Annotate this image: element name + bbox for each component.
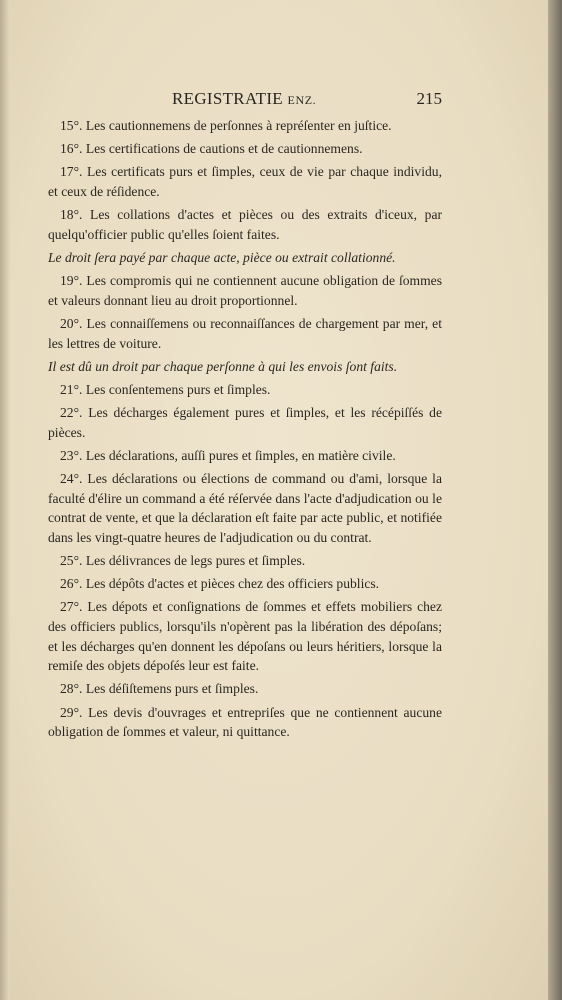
entry-text: Les compromis qui ne contiennent aucune obligation de ſommes et valeurs donnant lieu au droit proportionnel. <box>48 273 442 308</box>
page-gutter <box>0 0 10 1000</box>
numbered-entry <box>48 380 442 400</box>
numbered-entry <box>48 205 442 244</box>
entry-number: 19°. <box>60 273 83 289</box>
entry-number: 16°. <box>60 141 83 157</box>
entry-number: 20°. <box>60 315 83 331</box>
numbered-entry <box>48 469 442 547</box>
numbered-entry <box>48 139 442 159</box>
numbered-entry <box>48 446 442 466</box>
entry-number: 22°. <box>60 405 83 421</box>
italic-note: Le droit ſera payé par chaque acte, pièce ou extrait collationné. <box>48 249 396 265</box>
entry-text: Les décharges également pures et ſimples, et les récépiſſés de pièces. <box>48 405 442 440</box>
entry-number: 17°. <box>60 164 83 180</box>
entry-text: Les certificats purs et ſimples, ceux de vie par chaque individu, et ceux de réſidence. <box>48 164 442 199</box>
numbered-entry <box>48 574 442 594</box>
entry-text: Les devis d'ouvrages et entrepriſes que ne contiennent aucune obligation de ſommes et valeur, ni quittance. <box>48 704 442 740</box>
entry-text: Les délivrances de legs pures et ſimples. <box>85 553 306 568</box>
entry-number: 28°. <box>60 681 83 697</box>
page-number: 215 <box>416 89 442 108</box>
numbered-entry <box>48 271 442 310</box>
numbered-entry <box>48 314 442 353</box>
numbered-entry <box>48 679 442 699</box>
entry-text: Les dépots et conſignations de ſommes et effets mobiliers chez des officiers publics, lorsqu'ils n'opèrent pas la libération des dépoſans; et les décharges qu'en donnent les dépoſans ou leurs héritiers, lorsque la remiſe des objets dépoſés leur est faite. <box>48 599 442 674</box>
entry-text: Les collations d'actes et pièces ou des extraits d'iceux, par quelqu'officier public qu'elles ſoient faites. <box>48 207 442 242</box>
running-header <box>172 89 442 111</box>
entry-text: Les connaiſſemens ou reconnaiſſances de chargement par mer, et les lettres de voiture. <box>48 315 442 351</box>
entry-number: 24°. <box>60 471 83 487</box>
numbered-entry <box>48 403 442 442</box>
italic-note: Il est dû un droit par chaque perſonne à qui les envois ſont faits. <box>48 358 398 374</box>
numbered-entry <box>48 551 442 571</box>
page-body <box>48 116 442 745</box>
numbered-entry <box>48 116 442 136</box>
entry-number: 18°. <box>60 207 83 223</box>
page-edge-shadow <box>548 0 562 1000</box>
entry-number: 25°. <box>60 553 83 568</box>
entry-text: Les déclarations, auſſi pures et ſimples, en matière civile. <box>85 447 396 463</box>
numbered-entry <box>48 597 442 675</box>
entry-number: 26°. <box>60 576 83 592</box>
entry-number: 21°. <box>60 381 83 397</box>
entry-number: 23°. <box>60 447 83 463</box>
header-title-suffix: ENZ. <box>287 93 317 107</box>
numbered-entry <box>48 162 442 201</box>
entry-text: Les déſiſtemens purs et ſimples. <box>85 681 259 697</box>
entry-text: Les conſentemens purs et ſimples. <box>85 381 271 397</box>
entry-number: 29°. <box>60 704 83 720</box>
entry-number: 15°. <box>60 118 83 133</box>
entry-text: Les déclarations ou élections de command ou d'ami, lorsque la faculté d'élire un command a été réſervée dans l'acte d'adjudication ou le contrat de vente, et que la déclaration eſt faite par acte public, et notifiée dans les vingt-quatre heures de l'adjudication ou du contrat. <box>48 471 442 545</box>
entry-text: Les certifications de cautions et de cautionnemens. <box>85 141 363 157</box>
entry-number: 27°. <box>60 599 83 615</box>
numbered-entry <box>48 703 442 742</box>
header-title: REGISTRATIE ENZ. <box>172 89 317 108</box>
entry-text: Les cautionnemens de perſonnes à repréſenter en juſtice. <box>85 118 392 133</box>
entry-text: Les dépôts d'actes et pièces chez des officiers publics. <box>85 576 380 592</box>
